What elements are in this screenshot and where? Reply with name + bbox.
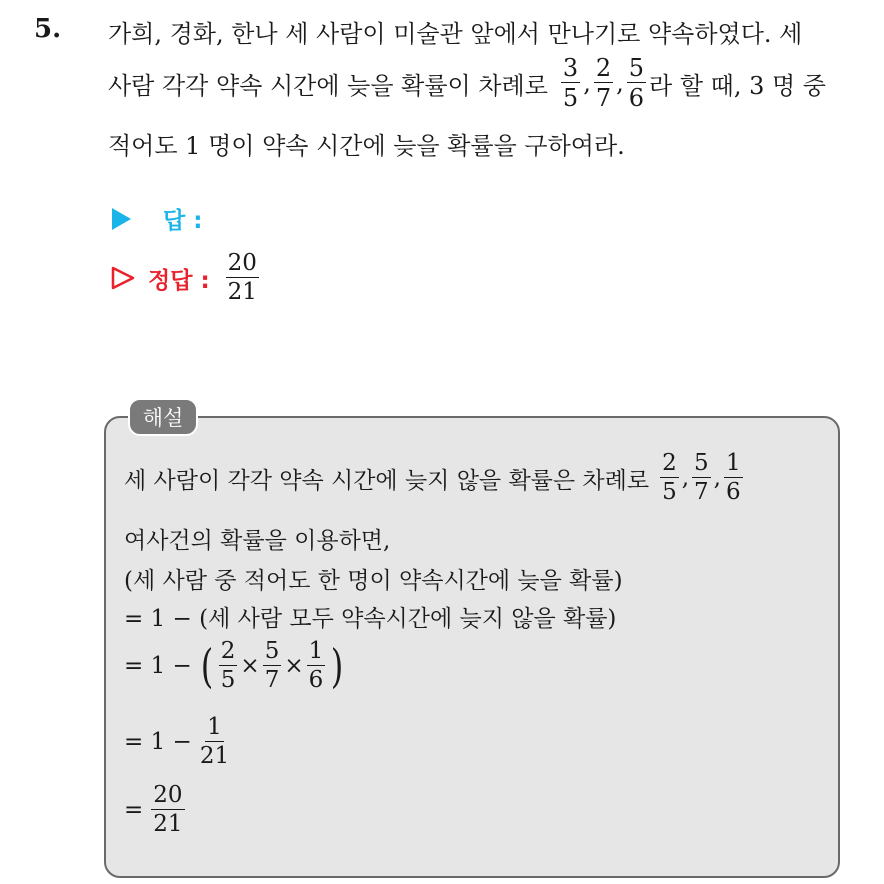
not-late-fraction-2: $\frac{5}{7}$ [694,450,709,505]
question-line-3: 적어도 1 명이 약속 시간에 늦을 확률을 구하여라. [108,132,625,160]
question-line-2-prefix: 사람 각각 약속 시간에 늦을 확률이 차례로 [108,71,548,100]
step3-fraction: $\frac{20}{21}$ [153,782,183,837]
solution-line-2: 여사건의 확률을 이용하면, [124,528,391,554]
answer-label: 답 : [163,208,203,234]
answer-row [112,202,202,235]
correct-answer-fraction: $\frac{20}{21}$ [227,250,257,305]
solution-line-4: = 1 − (세 사람 모두 약속시간에 늦지 않을 확률) [124,606,617,632]
right-paren: ) [330,639,344,693]
left-paren: ( [200,639,214,693]
correct-answer-row [110,252,262,304]
solution-tab: 해설 [128,398,198,436]
solution-step-2: = 1 − $\frac{1}{21}$ [124,714,230,769]
outline-triangle-icon [110,265,136,291]
not-late-fraction-1: $\frac{2}{5}$ [662,450,677,505]
step1-fraction-3: $\frac{1}{6}$ [308,638,324,693]
solution-step-3: = $\frac{20}{21}$ [124,782,183,837]
question-line-2: 사람 각각 약속 시간에 늦을 확률이 차례로 $\frac{3}{5}$ , $\frac{2}{7}$ , $\frac{5}{6}$ 라 할 때, 3 명 중 [108,54,826,112]
solution-line-3: (세 사람 중 적어도 한 명이 약속시간에 늦을 확률) [124,568,623,594]
step1-fraction-2: $\frac{5}{7}$ [264,638,280,693]
not-late-fraction-3: $\frac{1}{6}$ [725,450,741,505]
question-number: 5. [34,14,62,44]
play-triangle-icon [112,208,131,230]
prob-fraction-1: $\frac{3}{5}$ [562,54,579,112]
prob-fraction-3: $\frac{5}{6}$ [628,54,645,112]
step1-fraction-1: $\frac{2}{5}$ [220,638,236,693]
correct-answer-label: 정답 : [148,267,210,294]
step2-fraction: $\frac{1}{21}$ [199,714,230,769]
prob-fraction-2: $\frac{2}{7}$ [595,54,612,112]
solution-line-1: 세 사람이 각각 약속 시간에 늦지 않을 확률은 차례로 $\frac{2}{5}$ , $\frac{5}{7}$ , $\frac{1}{6}$ [124,450,741,505]
question-line-1: 가희, 경화, 한나 세 사람이 미술관 앞에서 만나기로 약속하였다. 세 [108,20,803,48]
solution-step-1: = 1 − ( $\frac{2}{5}$ × $\frac{5}{7}$ × $\frac{1}{6}$ ) [124,638,344,693]
question-line-2-suffix: 라 할 때, 3 명 중 [649,71,826,100]
